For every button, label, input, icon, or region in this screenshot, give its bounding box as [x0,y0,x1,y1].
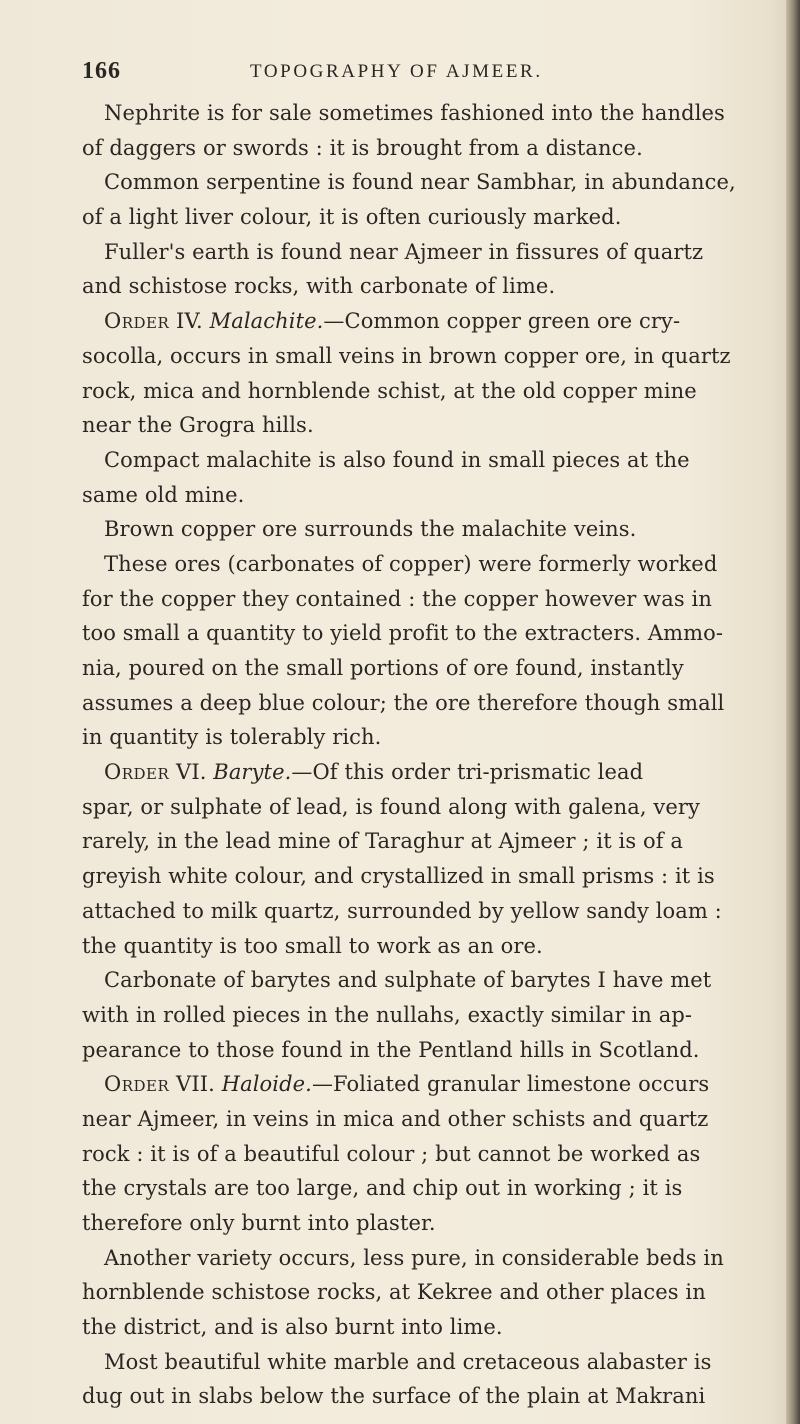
text-run: of daggers or swords : it is brought from a distance. [82,135,643,160]
text-line [82,96,772,131]
text-run: Brown copper ore surrounds the malachite veins. [104,517,637,542]
text-run: of a light liver colour, it is often curiously marked. [82,205,622,230]
text-line [82,443,772,478]
text-run: pearance to those found in the Pentland hills in Scotland. [82,1037,700,1062]
text-line [82,894,772,929]
text-line [82,1033,772,1068]
text-run: therefore only burnt into plaster. [82,1211,436,1235]
text-run: Most beautiful white marble and cretaceous alabaster is [104,1349,712,1374]
text-run: Compact malachite is also found in small pieces at the [104,447,690,472]
text-run: These ores (carbonates of copper) were formerly worked [104,551,718,576]
text-line [82,929,772,964]
text-run: same old mine. [82,482,245,507]
text-run: rock, mica and hornblende schist, at the old copper mine [82,378,697,403]
page-header [82,58,762,88]
mineral-name: Baryte. [213,760,292,785]
running-head: TOPOGRAPHY OF AJMEER. [250,61,543,82]
text-run: IV. [169,309,210,334]
order-label: Order [104,309,170,334]
text-line [82,755,772,790]
text-run: the quantity is too small to work as an ore. [82,933,543,958]
text-line [82,1206,772,1241]
text-run: —Common copper green ore cry- [323,309,681,334]
text-run: too small a quantity to yield profit to the extracters. Ammo- [82,621,724,646]
text-line [82,1310,772,1345]
text-line [82,200,772,235]
text-line [82,165,772,200]
text-run: —Of this order tri-prismatic lead [291,760,644,785]
text-line [82,547,772,582]
text-line [82,963,772,998]
text-run: in quantity is tolerably rich. [82,725,382,750]
page-number: 166 [82,58,121,84]
text-line [82,1379,772,1414]
text-run: and schistose rocks, with carbonate of lime. [82,274,556,299]
text-run: with in rolled pieces in the nullahs, exactly similar in ap- [82,1002,693,1027]
text-run: Nephrite is for sale sometimes fashioned into the handles [104,101,725,125]
order-label: Order [104,760,170,785]
text-line [82,790,772,825]
page-edge-shadow [786,0,800,1424]
text-run: near the Grogra hills. [82,413,314,438]
text-line [82,720,772,755]
text-run: VII. [169,1072,222,1097]
text-line [82,1102,772,1137]
mineral-name: Malachite. [209,309,324,334]
text-line [82,1137,772,1172]
body-text [82,96,772,1414]
text-line [82,339,772,374]
text-run: hornblende schistose rocks, at Kekree and other places in [82,1280,706,1305]
text-line [82,824,772,859]
text-line [82,686,772,721]
text-line [82,1275,772,1310]
text-line [82,651,772,686]
text-line [82,1241,772,1276]
text-run: socolla, occurs in small veins in brown copper ore, in quartz [82,343,731,368]
text-line [82,235,772,270]
text-line [82,1067,772,1102]
text-line [82,304,772,339]
text-run: Another variety occurs, less pure, in considerable beds in [104,1245,724,1270]
text-run: rock : it is of a beautiful colour ; but cannot be worked as [82,1141,701,1166]
mineral-name: Haloide. [221,1072,312,1097]
text-run: Fuller's earth is found near Ajmeer in fissures of quartz [104,239,704,264]
text-line [82,859,772,894]
text-run: for the copper they contained : the copper however was in [82,586,712,611]
text-run: dug out in slabs below the surface of the plain at Makrani [82,1384,706,1409]
text-line [82,478,772,513]
text-run: greyish white colour, and crystallized in small prisms : it is [82,864,715,889]
text-run: spar, or sulphate of lead, is found along with galena, very [82,794,700,819]
text-run: the district, and is also burnt into lime. [82,1315,503,1340]
text-line [82,374,772,409]
text-run: Carbonate of barytes and sulphate of barytes I have met [104,968,712,993]
text-run: near Ajmeer, in veins in mica and other schists and quartz [82,1106,709,1131]
text-run: Common serpentine is found near Sambhar, in abundance, [104,170,736,195]
text-run: nia, poured on the small portions of ore found, instantly [82,656,684,680]
text-line [82,616,772,651]
text-line [82,269,772,304]
text-line [82,582,772,617]
text-run: assumes a deep blue colour; the ore therefore though small [82,690,725,715]
text-line [82,408,772,443]
order-label: Order [104,1072,170,1097]
text-line [82,998,772,1033]
text-run: VI. [169,760,214,785]
text-line [82,1171,772,1206]
text-line [82,1345,772,1380]
text-run: rarely, in the lead mine of Taraghur at Ajmeer ; it is of a [82,829,683,854]
text-run: attached to milk quartz, surrounded by yellow sandy loam : [82,898,722,923]
text-run: the crystals are too large, and chip out in working ; it is [82,1176,683,1201]
text-line [82,131,772,166]
text-line [82,512,772,547]
text-run: —Foliated granular limestone occurs [311,1072,710,1097]
